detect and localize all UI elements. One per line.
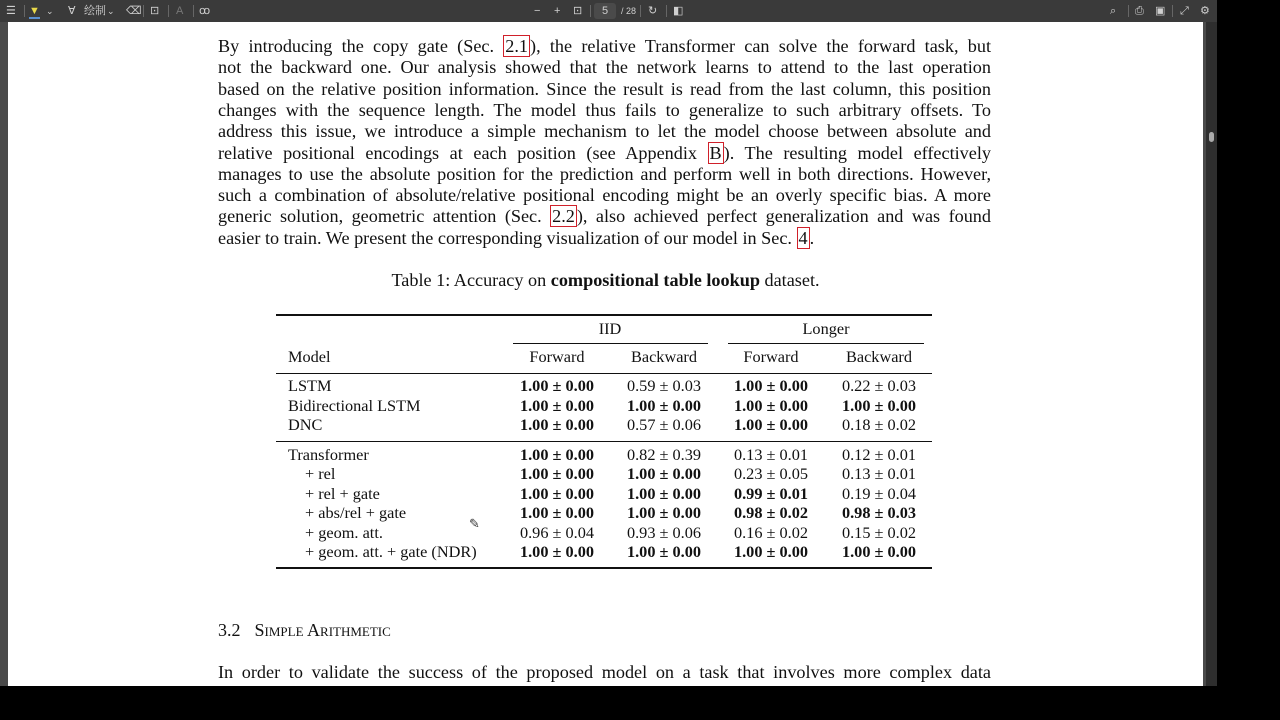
paragraph-line <box>218 185 991 206</box>
paragraph-line <box>218 79 991 100</box>
bottom-rule <box>276 567 932 569</box>
fullscreen-icon[interactable]: ⤢ <box>1180 5 1189 17</box>
divider <box>590 5 591 17</box>
group-header: Longer <box>802 319 850 338</box>
table-cell: 1.00 ± 0.00 <box>733 542 809 561</box>
eraser-icon[interactable]: ⌫ <box>126 5 142 17</box>
scrollbar[interactable] <box>1206 22 1217 686</box>
paragraph-line <box>218 206 991 227</box>
reference-link[interactable]: B <box>709 142 722 163</box>
table-cell: 0.13 ± 0.01 <box>733 445 809 464</box>
paragraph-line <box>218 121 991 142</box>
model-name: + rel + gate <box>305 484 380 503</box>
next-paragraph: In order to validate the success of the proposed model on a task that involves more complex data <box>218 662 991 682</box>
line-text: . <box>809 227 815 248</box>
table-cell: 0.23 ± 0.05 <box>733 464 809 483</box>
reference-link[interactable]: 2.2 <box>552 206 575 227</box>
top-rule <box>276 314 932 316</box>
divider <box>1128 5 1129 17</box>
table-cell: 1.00 ± 0.00 <box>519 396 595 415</box>
column-header: Backward <box>846 347 912 366</box>
divider <box>640 5 641 17</box>
reference-link[interactable]: 4 <box>798 227 808 248</box>
table-cell: 0.93 ± 0.06 <box>626 523 702 542</box>
line-text: manages to use the absolute position for the prediction and perform well in both directions. However, <box>218 163 991 184</box>
table-cell: 0.99 ± 0.01 <box>733 484 809 503</box>
model-name: LSTM <box>288 376 332 395</box>
table-cell: 1.00 ± 0.00 <box>626 542 702 561</box>
table-cell: 0.13 ± 0.01 <box>841 464 917 483</box>
chevron-down-icon[interactable]: ⌄ <box>107 6 115 16</box>
table-cell: 1.00 ± 0.00 <box>841 542 917 561</box>
section-number: 3.2 <box>218 620 241 640</box>
text-size-icon[interactable]: A <box>176 5 184 17</box>
page-total: / 28 <box>621 6 637 16</box>
page-view-icon[interactable]: ◧ <box>673 5 684 17</box>
table-cell: 1.00 ± 0.00 <box>733 396 809 415</box>
table-cell: 1.00 ± 0.00 <box>626 396 702 415</box>
save-icon[interactable]: ▣ <box>1155 5 1166 17</box>
print-icon[interactable]: ⎙ <box>1135 5 1144 17</box>
line-text: such a combination of absolute/relative positional encoding might be an overly specific bias. A more <box>218 185 991 206</box>
paragraph-line <box>218 36 991 57</box>
model-name: Bidirectional LSTM <box>288 396 421 415</box>
section-heading <box>218 620 391 641</box>
group-rule <box>513 343 708 344</box>
read-aloud-icon[interactable]: ꝏ <box>199 5 211 17</box>
table-cell: 1.00 ± 0.00 <box>733 376 809 395</box>
model-name: Transformer <box>288 445 369 464</box>
model-name: + rel <box>305 464 336 483</box>
line-text: relative positional encodings at each position (see Appendix <box>218 142 708 163</box>
table-cell: 1.00 ± 0.00 <box>519 503 595 522</box>
line-text: changes with the sequence length. The model thus fails to generalize to such arbitrary offsets. To <box>218 99 991 120</box>
line-text: ), also achieved perfect generalization and was found <box>576 206 991 227</box>
document-viewer <box>0 22 1217 686</box>
divider <box>193 5 194 17</box>
line-text: ). The resulting model effectively <box>723 142 991 163</box>
chevron-down-icon[interactable]: ⌄ <box>46 6 54 16</box>
line-text: generic solution, geometric attention (Sec. <box>218 206 551 227</box>
caption-prefix: Table 1: Accuracy on <box>391 270 551 290</box>
model-name: + abs/rel + gate <box>305 503 407 522</box>
table-cell: 1.00 ± 0.00 <box>626 503 702 522</box>
divider <box>143 5 144 17</box>
line-text: not the backward one. Our analysis showed that the network learns to attend to the last operation <box>218 57 991 78</box>
table-cell: 1.00 ± 0.00 <box>626 484 702 503</box>
line-text: By introducing the copy gate (Sec. <box>218 36 504 56</box>
group-rule <box>728 343 924 344</box>
paragraph-line <box>218 228 991 249</box>
paragraph-line <box>218 143 991 164</box>
column-header: Model <box>288 347 331 366</box>
reference-link[interactable]: 2.1 <box>505 36 529 56</box>
divider <box>168 5 169 17</box>
table-cell: 1.00 ± 0.00 <box>626 464 702 483</box>
page-number-input[interactable]: 5 <box>594 3 616 19</box>
table-cell: 0.98 ± 0.03 <box>841 503 917 522</box>
divider <box>666 5 667 17</box>
table-cell: 0.15 ± 0.02 <box>841 523 917 542</box>
table-cell: 1.00 ± 0.00 <box>519 376 595 395</box>
text-box-icon[interactable]: ⊡ <box>150 5 160 17</box>
table-cell: 1.00 ± 0.00 <box>519 464 595 483</box>
fit-page-icon[interactable]: ⊡ <box>573 5 583 17</box>
table-cell: 0.82 ± 0.39 <box>626 445 702 464</box>
scrollbar-thumb[interactable] <box>1209 132 1214 142</box>
header-rule <box>276 373 932 374</box>
line-text: address this issue, we introduce a simple mechanism to let the model choose between absolute and <box>218 121 991 142</box>
divider <box>24 5 25 17</box>
draw-button[interactable]: 绘制 <box>84 5 106 17</box>
table-cell: 0.12 ± 0.01 <box>841 445 917 464</box>
caption-bold: compositional table lookup <box>550 270 760 290</box>
table-caption <box>8 270 1203 291</box>
column-header: Forward <box>529 347 585 366</box>
section-title: Simple Arithmetic <box>254 620 391 640</box>
paragraph-line <box>218 164 991 185</box>
table-cell: 0.22 ± 0.03 <box>841 376 917 395</box>
line-text: easier to train. We present the corresponding visualization of our model in Sec. <box>218 227 797 248</box>
pdf-toolbar <box>0 0 1217 22</box>
rotate-icon[interactable]: ↻ <box>648 5 658 17</box>
line-text: based on the relative position information. Since the result is read from the last column, this position <box>218 78 991 99</box>
table-cell: 1.00 ± 0.00 <box>733 415 809 434</box>
draw-icon[interactable]: ∀ <box>68 5 76 17</box>
table-cell: 1.00 ± 0.00 <box>519 415 595 434</box>
column-header: Backward <box>631 347 697 366</box>
table-cell: 0.59 ± 0.03 <box>626 376 702 395</box>
column-header: Forward <box>743 347 799 366</box>
search-icon[interactable]: ⌕ <box>1110 5 1117 17</box>
pdf-page <box>8 22 1203 686</box>
divider <box>1172 5 1173 17</box>
zoom-in-icon[interactable]: + <box>554 5 561 17</box>
pen-cursor-icon: ✎ <box>469 517 480 532</box>
caption-suffix: dataset. <box>759 270 820 290</box>
table-cell: 0.16 ± 0.02 <box>733 523 809 542</box>
model-name: + geom. att. <box>305 523 383 542</box>
table-cell: 1.00 ± 0.00 <box>519 542 595 561</box>
table-cell: 0.98 ± 0.02 <box>733 503 809 522</box>
highlight-icon[interactable]: ▼ <box>29 5 40 17</box>
settings-icon[interactable]: ⚙ <box>1200 5 1210 17</box>
table-cell: 1.00 ± 0.00 <box>519 445 595 464</box>
table-cell: 1.00 ± 0.00 <box>519 484 595 503</box>
group-header: IID <box>598 319 622 338</box>
paragraph-line <box>218 100 991 121</box>
table-cell: 1.00 ± 0.00 <box>841 396 917 415</box>
contents-icon[interactable]: ☰ <box>6 5 16 17</box>
table-cell: 0.96 ± 0.04 <box>519 523 595 542</box>
table-cell: 0.19 ± 0.04 <box>841 484 917 503</box>
line-text: ), the relative Transformer can solve the forward task, but <box>530 36 991 56</box>
table-cell: 0.57 ± 0.06 <box>626 415 702 434</box>
paragraph-line <box>218 57 991 78</box>
model-name: DNC <box>288 415 323 434</box>
model-name: + geom. att. + gate (NDR) <box>305 542 477 561</box>
table-cell: 0.18 ± 0.02 <box>841 415 917 434</box>
mid-rule <box>276 441 932 442</box>
zoom-out-icon[interactable]: − <box>534 5 541 17</box>
